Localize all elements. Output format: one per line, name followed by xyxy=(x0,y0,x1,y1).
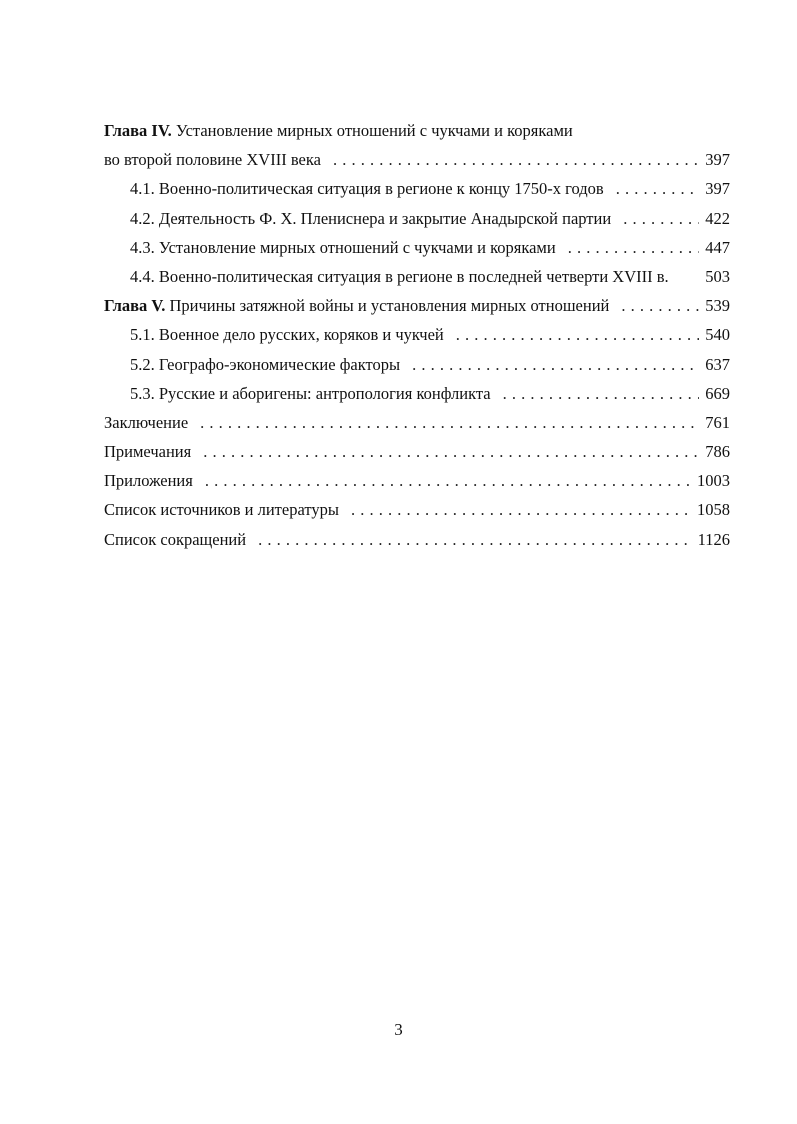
leader-dots xyxy=(258,525,692,554)
section-5-2-page: 637 xyxy=(705,354,730,374)
page-number: 3 xyxy=(394,1020,403,1039)
leader-dots xyxy=(205,466,691,495)
chapter-5-title: Причины затяжной войны и установления мирных отношений xyxy=(169,296,610,316)
toc-entry-sources xyxy=(104,495,730,524)
leader-dots xyxy=(203,437,699,466)
leader-dots xyxy=(412,350,699,379)
sources-title: Список источников и литературы xyxy=(104,500,339,520)
appendices-title: Приложения xyxy=(104,471,193,491)
toc-entry-5-1 xyxy=(104,320,730,349)
section-5-1-title: 5.1. Военное дело русских, коряков и чукчей xyxy=(130,325,444,345)
section-5-1-page: 540 xyxy=(705,325,730,345)
toc-entry-conclusion xyxy=(104,408,730,437)
leader-dots xyxy=(200,408,699,437)
toc-entry-4-4 xyxy=(104,262,730,291)
section-4-4-title: 4.4. Военно-политическая ситуация в регионе в последней четверти XVIII в. xyxy=(130,266,669,286)
toc-entry-4-2 xyxy=(104,204,730,233)
leader-dots xyxy=(616,174,700,203)
notes-page: 786 xyxy=(705,442,730,462)
leader-dots xyxy=(623,204,699,233)
section-5-2-title: 5.2. Географо-экономические факторы xyxy=(130,354,401,374)
toc-entry-5-3 xyxy=(104,379,730,408)
notes-title: Примечания xyxy=(104,442,192,462)
toc-entry-notes xyxy=(104,437,730,466)
sources-page: 1058 xyxy=(697,500,730,520)
leader-dots xyxy=(621,291,699,320)
chapter-4-page: 397 xyxy=(705,150,730,170)
leader-dots xyxy=(568,233,700,262)
section-4-3-page: 447 xyxy=(705,237,730,257)
toc-entry-chapter-4-title xyxy=(104,116,730,145)
toc-entry-4-1 xyxy=(104,174,730,203)
section-4-3-title: 4.3. Установление мирных отношений с чукчами и коряками xyxy=(130,237,556,257)
table-of-contents xyxy=(104,116,730,554)
section-5-3-title: 5.3. Русские и аборигены: антропология конфликта xyxy=(130,383,491,403)
section-4-1-title: 4.1. Военно-политическая ситуация в регионе к концу 1750-х годов xyxy=(130,179,604,199)
appendices-page: 1003 xyxy=(697,471,730,491)
leader-dots xyxy=(333,145,699,174)
toc-entry-chapter-5 xyxy=(104,291,730,320)
leader-dots xyxy=(503,379,700,408)
section-4-4-page: 503 xyxy=(705,266,730,286)
chapter-4-title: Установление мирных отношений с чукчами и коряками xyxy=(175,121,573,140)
chapter-5-page: 539 xyxy=(705,296,730,316)
toc-entry-5-2 xyxy=(104,350,730,379)
toc-entry-abbreviations xyxy=(104,525,730,554)
conclusion-page: 761 xyxy=(705,412,730,432)
section-4-2-page: 422 xyxy=(705,208,730,228)
chapter-4-title-continued: во второй половине XVIII века xyxy=(104,150,321,170)
chapter-4-heading: Глава IV. xyxy=(104,121,172,140)
abbreviations-page: 1126 xyxy=(697,529,730,549)
section-5-3-page: 669 xyxy=(705,383,730,403)
abbreviations-title: Список сокращений xyxy=(104,529,247,549)
chapter-5-heading: Глава V. xyxy=(104,296,166,316)
toc-entry-chapter-4 xyxy=(104,145,730,174)
section-4-1-page: 397 xyxy=(705,179,730,199)
toc-entry-4-3 xyxy=(104,233,730,262)
conclusion-title: Заключение xyxy=(104,412,189,432)
section-4-2-title: 4.2. Деятельность Ф. Х. Плениснера и закрытие Анадырской партии xyxy=(130,208,612,228)
leader-dots xyxy=(456,320,699,349)
toc-entry-appendices xyxy=(104,466,730,495)
leader-dots xyxy=(351,495,691,524)
